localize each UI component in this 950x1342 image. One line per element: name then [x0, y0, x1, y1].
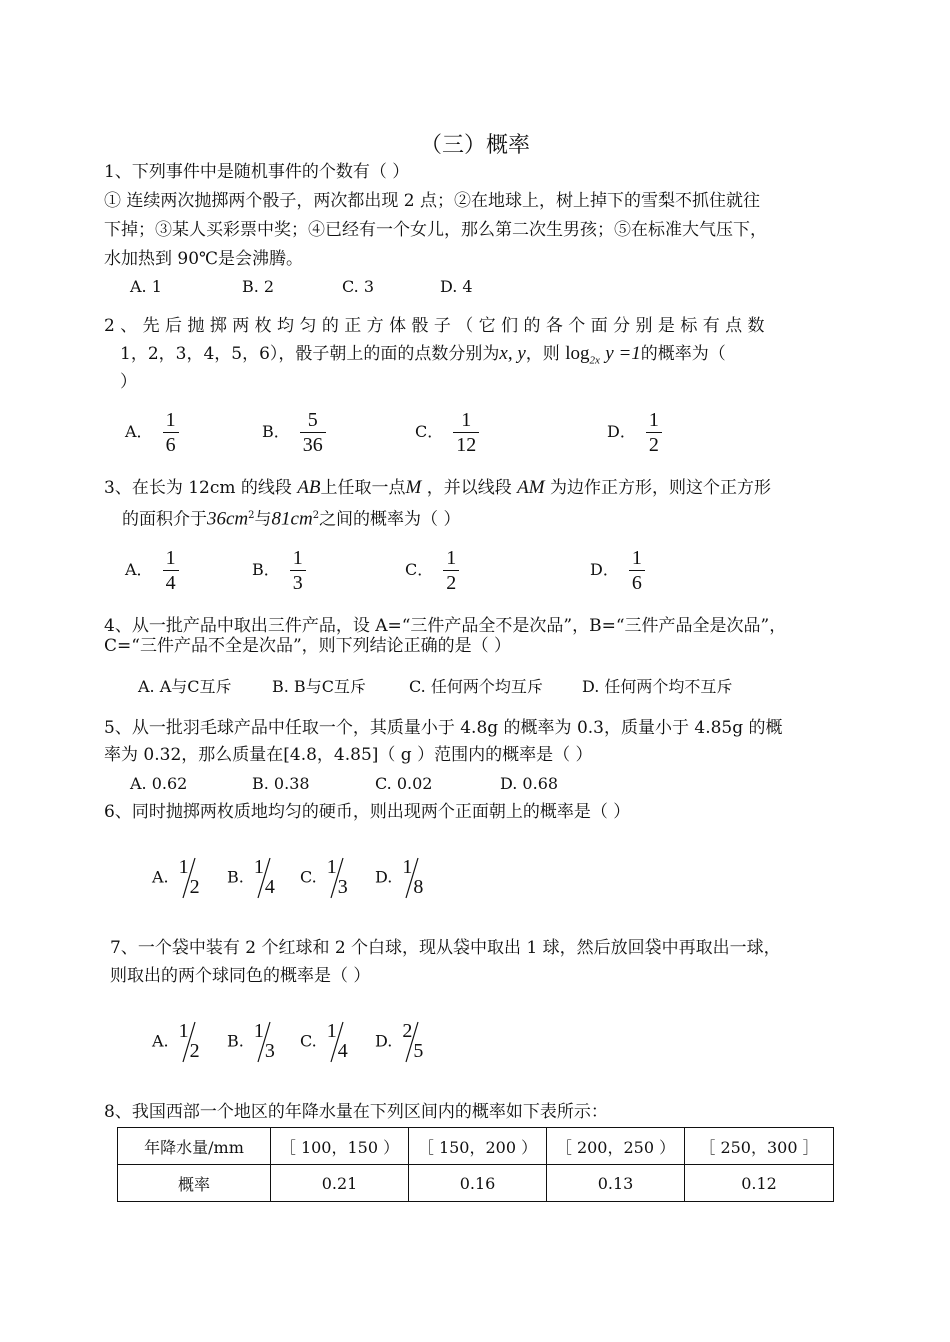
q4-line1: 4、从一批产品中取出三件产品，设 A=“三件产品全不是次品”，B=“三件产品全是次品”， [104, 616, 787, 636]
q2-option-d-label: D． [607, 422, 636, 441]
table-header-cell: ［ 150，200 ） [409, 1128, 547, 1165]
q3-option-c-den: 2 [446, 572, 457, 594]
table-cell: 0.16 [409, 1165, 547, 1202]
q2-line2 [120, 340, 726, 374]
q7-option-d[interactable] [375, 1020, 428, 1064]
q3-option-b-den: 3 [292, 572, 303, 594]
q2-line2-post: 的概率为（ [640, 344, 726, 364]
q3-option-d-den: 6 [631, 572, 642, 594]
q3-am: AM [517, 477, 545, 498]
rainfall-table [117, 1127, 834, 1202]
q3-option-a-den: 4 [165, 572, 176, 594]
q7-option-b-num: 1 [253, 1020, 264, 1042]
q6-option-a-num: 1 [178, 856, 189, 878]
q2-log: log [565, 343, 590, 364]
q2-option-c[interactable] [415, 408, 479, 457]
q6-option-c-label: C. [300, 867, 317, 887]
q2-option-d-num: 1 [648, 409, 659, 431]
q2-option-c-label: C． [415, 422, 444, 441]
q2-line2-mid: ，则 [525, 344, 560, 364]
q2-log-arg: y =1 [605, 343, 641, 364]
q5-option-a[interactable]: A. 0.62 [130, 774, 188, 793]
q7-option-c-num: 1 [326, 1020, 337, 1042]
q7-option-d-label: D. [375, 1031, 393, 1051]
q2-option-b-den: 36 [302, 434, 323, 456]
q3-p1: 3、在长为 12cm 的线段 [104, 478, 292, 498]
q2-option-a-num: 1 [165, 409, 176, 431]
q1-option-d[interactable]: D. 4 [440, 277, 473, 296]
table-row [118, 1165, 834, 1202]
q6-option-b[interactable] [227, 856, 280, 900]
q5-line1: 5、从一批羽毛球产品中任取一个，其质量小于 4.8g 的概率为 0.3，质量小于 4.85g 的概 [104, 718, 783, 738]
q5-option-b[interactable]: B. 0.38 [252, 774, 310, 793]
q4-option-b[interactable]: B. B与C互斥 [272, 677, 366, 696]
q3-option-a[interactable] [125, 546, 179, 595]
q6-option-a-label: A. [152, 867, 169, 887]
q3-option-c[interactable] [405, 546, 459, 595]
q6-option-d-den: 8 [413, 876, 424, 898]
q1-option-b[interactable]: B. 2 [242, 277, 275, 296]
q2-line2-pre: 1，2，3，4，5，6），骰子朝上的面的点数分别为 [120, 344, 500, 364]
q6-stem: 6、同时抛掷两枚质地均匀的硬币，则出现两个正面朝上的概率是（ ） [104, 802, 631, 822]
table-header-cell: ［ 100，150 ） [271, 1128, 409, 1165]
q3-line1 [104, 474, 771, 502]
q3-p2: 上任取一点 [320, 478, 406, 498]
q6-option-b-den: 4 [264, 876, 275, 898]
q3-l2c: 之间的概率为（ ） [319, 509, 461, 530]
q3-l2b: 与 [254, 509, 272, 530]
q3-v1: 36cm [207, 508, 249, 530]
q6-option-c-num: 1 [326, 856, 337, 878]
q1-stem: 1、下列事件中是随机事件的个数有（ ） [104, 162, 410, 182]
q3-option-d-label: D． [590, 560, 619, 579]
q3-p4: 为边作正方形，则这个正方形 [550, 478, 772, 498]
q2-vars: x, y [499, 343, 526, 364]
q4-option-a[interactable]: A. A与C互斥 [138, 677, 232, 696]
q7-option-a-label: A. [152, 1031, 169, 1051]
table-cell: 0.13 [547, 1165, 685, 1202]
q5-option-d[interactable]: D. 0.68 [500, 774, 559, 793]
q7-option-c-den: 4 [337, 1040, 348, 1062]
q6-option-d[interactable] [375, 856, 428, 900]
q2-option-b-label: B． [262, 422, 290, 441]
q4-line2: C=“三件产品不全是次品”，则下列结论正确的是（ ） [104, 636, 512, 656]
table-cell: 0.21 [271, 1165, 409, 1202]
q2-line1: 2 、 先 后 抛 掷 两 枚 均 匀 的 正 方 体 骰 子 （ 它 们 的 各 个 面 分 别 是 标 有 点 数 [104, 316, 765, 336]
q3-m: M [405, 477, 422, 498]
q4-option-d[interactable]: D. 任何两个均不互斥 [582, 677, 733, 696]
q6-option-c-den: 3 [337, 876, 348, 898]
q7-option-d-num: 2 [402, 1020, 413, 1042]
q7-line1: 7、一个袋中装有 2 个红球和 2 个白球，现从袋中取出 1 球，然后放回袋中再取出一球， [110, 938, 781, 958]
table-header-row [118, 1128, 834, 1165]
q1-line2: 下掉；③某人买彩票中奖；④已经有一个女儿，那么第二次生男孩；⑤在标准大气压下， [104, 220, 767, 240]
q4-option-c[interactable]: C. 任何两个均互斥 [409, 677, 543, 696]
q7-line2: 则取出的两个球同色的概率是（ ） [110, 966, 371, 986]
q6-option-a[interactable] [152, 856, 205, 900]
q7-option-b[interactable] [227, 1020, 280, 1064]
q3-option-c-num: 1 [446, 547, 457, 569]
q6-option-b-num: 1 [253, 856, 264, 878]
q7-option-a-num: 1 [178, 1020, 189, 1042]
q3-option-b-num: 1 [292, 547, 303, 569]
q2-option-d[interactable] [607, 408, 662, 457]
q6-option-d-label: D. [375, 867, 393, 887]
q3-p3: ，并以线段 [426, 478, 512, 498]
q3-option-d[interactable] [590, 546, 645, 595]
q3-v2: 81cm [271, 508, 313, 530]
q7-option-b-label: B. [227, 1031, 244, 1051]
q2-option-a[interactable] [125, 408, 179, 457]
q2-option-b[interactable] [262, 408, 326, 457]
q3-sup2: 2 [312, 510, 320, 521]
q2-log-base: 2x [589, 354, 600, 367]
q2-line3: ） [120, 372, 137, 392]
q2-option-c-den: 12 [456, 434, 477, 456]
q3-option-b[interactable] [252, 546, 306, 595]
q6-option-b-label: B. [227, 867, 244, 887]
q6-option-c[interactable] [300, 856, 353, 900]
q3-option-a-label: A． [125, 560, 153, 579]
q6-option-a-den: 2 [189, 876, 200, 898]
q5-line2: 率为 0.32，那么质量在[4.8，4.85]（ g ）范围内的概率是（ ） [104, 745, 593, 765]
q1-option-c[interactable]: C. 3 [342, 277, 375, 296]
q3-option-c-label: C． [405, 560, 434, 579]
q3-option-b-label: B． [252, 560, 280, 579]
q1-line1: ① 连续两次抛掷两个骰子，两次都出现 2 点；②在地球上，树上掉下的雪梨不抓住就往 [104, 191, 761, 211]
q1-line3: 水加热到 90℃是会沸腾。 [104, 249, 304, 269]
q8-stem: 8、我国西部一个地区的年降水量在下列区间内的概率如下表所示： [104, 1102, 608, 1122]
q5-option-c[interactable]: C. 0.02 [375, 774, 433, 793]
q3-l2a: 的面积介于 [122, 509, 207, 530]
q7-option-c-label: C. [300, 1031, 317, 1051]
q3-ab: AB [297, 477, 321, 498]
table-header-cell: 年降水量/mm [118, 1128, 271, 1165]
q2-option-a-den: 6 [165, 434, 176, 456]
table-header-cell: ［ 250，300 ］ [685, 1128, 834, 1165]
table-cell: 概率 [118, 1165, 271, 1202]
q2-option-a-label: A． [125, 422, 153, 441]
q6-option-d-num: 1 [402, 856, 413, 878]
page-title: （三）概率 [419, 133, 530, 158]
q3-sup1: 2 [248, 510, 255, 521]
q3-option-a-num: 1 [165, 547, 176, 569]
q2-option-b-num: 5 [307, 409, 318, 431]
q2-option-d-den: 2 [648, 434, 659, 456]
q7-option-a-den: 2 [189, 1040, 200, 1062]
q7-option-d-den: 5 [413, 1040, 424, 1062]
q3-option-d-num: 1 [631, 547, 642, 569]
q1-option-a[interactable]: A. 1 [130, 277, 162, 296]
q7-option-b-den: 3 [264, 1040, 275, 1062]
q7-option-a[interactable] [152, 1020, 205, 1064]
table-cell: 0.12 [685, 1165, 834, 1202]
table-header-cell: ［ 200，250 ） [547, 1128, 685, 1165]
q7-option-c[interactable] [300, 1020, 353, 1064]
q2-option-c-num: 1 [461, 409, 472, 431]
q3-line2 [122, 502, 460, 534]
